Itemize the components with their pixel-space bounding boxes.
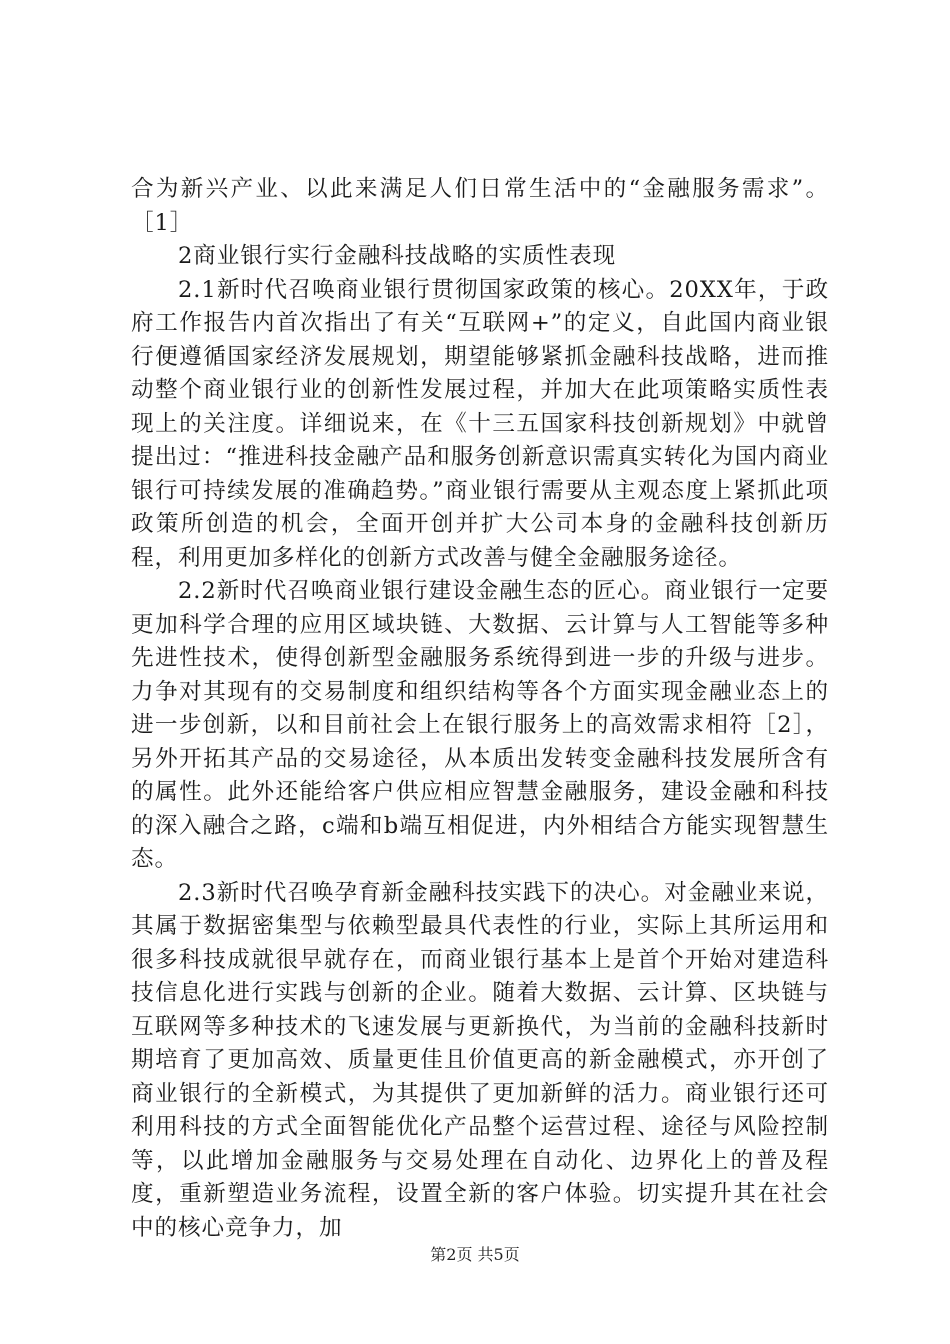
section-heading: 2商业银行实行金融科技战略的实质性表现 <box>178 243 617 269</box>
paragraph-2-3: 2.3新时代召唤孕育新金融科技实践下的决心。对金融业来说，其属于数据密集型与依赖型最具代表性的行业，实际上其所运用和很多科技成就很早就存在，而商业银行基本上是首个开始对建造科技信息化进行实践与创新的企业。随着大数据、云计算、区块链与互联网等多种技术的飞速发展与更新换代，为当前的金融科技新时期培育了更加高效、质量更佳且价值更高的新金融模式，亦开创了商业银行的全新模式，为其提供了更加新鲜的活力。商业银行还可利用科技的方式全面智能优化产品整个运营过程、途径与风险控制等，以此增加金融服务与交易处理在自动化、边界化上的普及程度，重新塑造业务流程，设置全新的客户体验。切实提升其在社会中的核心竞争力，加 <box>131 879 829 1241</box>
paragraph-2-2: 2.2新时代召唤商业银行建设金融生态的匠心。商业银行一定要更加科学合理的应用区域块链、大数据、云计算与人工智能等多种先进性技术，使得创新型金融服务系统得到进一步的升级与进步。力争对其现有的交易制度和组织结构等各个方面实现金融业态上的进一步创新，以和目前社会上在银行服务上的高效需求相符［2］，另外开拓其产品的交易途径，从本质出发转变金融科技发展所含有的属性。此外还能给客户供应相应智慧金融服务，建设金融和科技的深入融合之路，c端和b端互相促进，内外相结合方能实现智慧生态。 <box>131 578 829 872</box>
paragraph-continuation: 合为新兴产业、以此来满足人们日常生活中的“金融服务需求”。［1］ <box>131 176 829 236</box>
page-footer: 第2页 共5页 <box>430 1245 520 1264</box>
document-body <box>131 173 829 1245</box>
paragraph-2-1: 2.1新时代召唤商业银行贯彻国家政策的核心。20XX年，于政府工作报告内首次指出了有关“互联网+”的定义，自此国内商业银行便遵循国家经济发展规划，期望能够紧抓金融科技战略，进而推动整个商业银行业的创新性发展过程，并加大在此项策略实质性表现上的关注度。详细说来，在《十三五国家科技创新规划》中就曾提出过：“推进科技金融产品和服务创新意识需真实转化为国内商业银行可持续发展的准确趋势。”商业银行需要从主观态度上紧抓此项政策所创造的机会，全面开创并扩大公司本身的金融科技创新历程，利用更加多样化的创新方式改善与健全金融服务途径。 <box>131 276 829 571</box>
